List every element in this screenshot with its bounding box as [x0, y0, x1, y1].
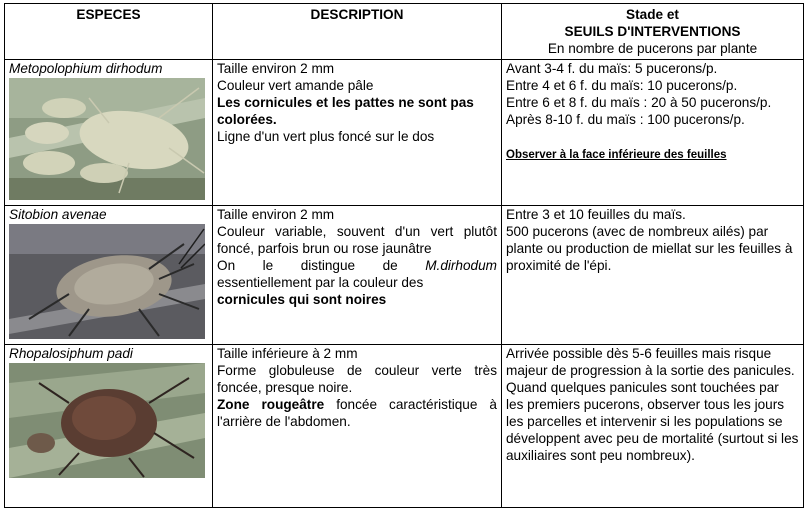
header-row — [5, 4, 804, 60]
header-seuils-line1: Stade et — [626, 7, 679, 22]
aphid-photo-sitobion — [9, 224, 205, 339]
threshold-cell — [502, 60, 804, 206]
desc-distinction — [217, 257, 497, 291]
threshold-cell — [502, 206, 804, 345]
threshold-3: Entre 6 et 8 f. du maïs : 20 à 50 pucerons/p. — [506, 95, 772, 110]
desc-size: Taille inférieure à 2 mm — [217, 346, 358, 361]
table-row — [5, 60, 804, 206]
threshold-2: 500 pucerons (avec de nombreux ailés) par plante ou production de miellat sur les feuilles à proximité de l'épi. — [506, 224, 793, 273]
table-row — [5, 345, 804, 508]
aphid-photo-metopolophium — [9, 78, 205, 200]
desc-key-feature: cornicules qui sont noires — [217, 292, 387, 307]
threshold-4: Après 8-10 f. du maïs : 100 pucerons/p. — [506, 112, 745, 127]
description-cell — [213, 206, 502, 345]
desc-distinction-a: On le distingue de — [217, 258, 426, 273]
table-row — [5, 206, 804, 345]
threshold-1: Entre 3 et 10 feuilles du maïs. — [506, 207, 686, 222]
desc-color: Couleur variable, souvent d'un vert plutôt foncé, parfois brun ou rose jaunâtre — [217, 224, 497, 256]
header-seuils-line2: SEUILS D'INTERVENTIONS — [564, 24, 741, 39]
desc-key-feature — [217, 396, 497, 430]
species-name: Sitobion avenae — [9, 207, 107, 222]
threshold-1: Arrivée possible dès 5-6 feuilles mais risque majeur de progression à la sortie des panicules. — [506, 346, 795, 378]
desc-distinction-species: M.dirhodum — [425, 258, 497, 273]
desc-key-feature-bold: Zone rougeâtre — [217, 397, 325, 412]
description-cell — [213, 60, 502, 206]
header-especes: ESPECES — [5, 4, 213, 60]
description-cell — [213, 345, 502, 508]
desc-color: Couleur vert amande pâle — [217, 78, 374, 93]
threshold-cell — [502, 345, 804, 508]
species-name: Rhopalosiphum padi — [9, 346, 133, 361]
header-seuils-sub: En nombre de pucerons par plante — [547, 41, 758, 56]
desc-size: Taille environ 2 mm — [217, 207, 335, 222]
desc-size: Taille environ 2 mm — [217, 61, 335, 76]
header-description: DESCRIPTION — [213, 4, 502, 60]
aphid-photo-rhopalosiphum — [9, 363, 205, 478]
desc-distinction-c: essentiellement par la couleur des — [217, 275, 424, 290]
threshold-2: Quand quelques panicules sont touchées par les premiers pucerons, observer tous les jours les parcelles et intervenir si les populations se développent avec peu de mortalité (surtout si les auxiliaires sont peu nombreux). — [506, 380, 799, 463]
desc-key-feature: Les cornicules et les pattes ne sont pas colorées. — [217, 95, 474, 127]
species-cell — [5, 60, 213, 206]
species-cell — [5, 206, 213, 345]
desc-key-feature-rest: foncée caractéristique à l'arrière de l'abdomen. — [217, 397, 497, 429]
desc-dorsal-line: Ligne d'un vert plus foncé sur le dos — [217, 129, 435, 144]
threshold-note: Observer à la face inférieure des feuilles — [506, 149, 727, 161]
header-seuils — [502, 4, 804, 60]
species-name: Metopolophium dirhodum — [9, 61, 163, 76]
threshold-1: Avant 3-4 f. du maïs: 5 pucerons/p. — [506, 61, 718, 76]
desc-shape: Forme globuleuse de couleur verte très foncée, presque noire. — [217, 363, 497, 395]
aphid-table — [4, 3, 804, 508]
species-cell — [5, 345, 213, 508]
threshold-2: Entre 4 et 6 f. du maïs: 10 pucerons/p. — [506, 78, 738, 93]
